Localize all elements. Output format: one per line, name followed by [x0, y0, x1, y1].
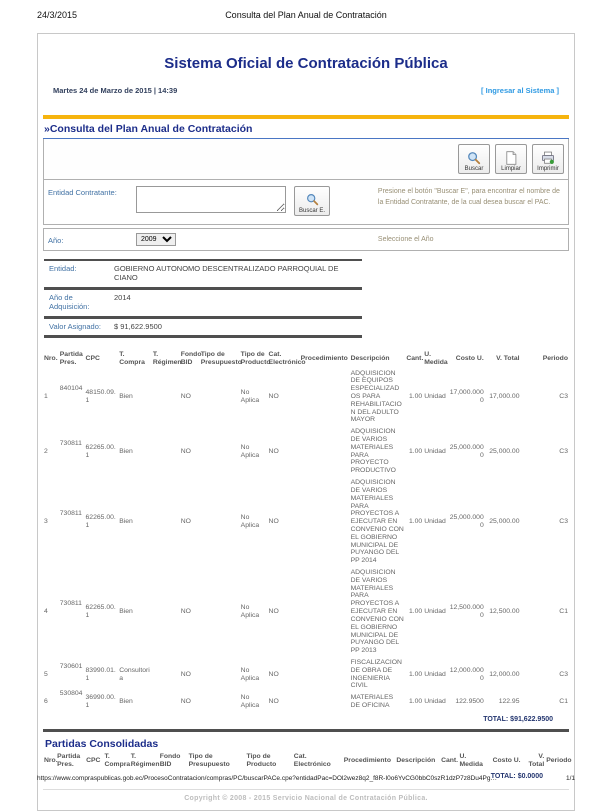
table-row — [43, 477, 569, 567]
column-header: Descripción — [396, 756, 436, 764]
column-header: Tipo de Presupuesto — [200, 350, 242, 366]
print-footer-page: 1/1 — [565, 775, 575, 782]
table-cell: NO — [268, 518, 279, 526]
table-cell: NO — [180, 392, 191, 400]
table-cell: 730811 — [59, 600, 82, 608]
print-title: Consulta del Plan Anual de Contratación — [225, 10, 387, 20]
column-header: Periodo — [542, 354, 568, 362]
table-cell: No Aplica — [240, 514, 260, 530]
consolidated-total-value: $0.0000 — [517, 773, 543, 781]
table-cell: No Aplica — [240, 694, 260, 709]
pac-table — [43, 350, 569, 712]
table-cell: C3 — [559, 518, 568, 526]
table-cell: 1.00 — [408, 698, 423, 706]
table-cell: No Aplica — [240, 389, 260, 404]
entity-search-input[interactable] — [136, 186, 286, 213]
table-row — [43, 567, 569, 657]
table-cell: Bien — [119, 698, 133, 706]
column-header: Descripción — [350, 354, 390, 362]
table-cell — [300, 426, 350, 477]
table-cell: C1 — [559, 698, 568, 706]
year-section — [43, 228, 569, 251]
imprimir-button-label: Imprimir — [537, 166, 559, 172]
table-row — [43, 692, 569, 712]
table-cell: C3 — [559, 670, 568, 678]
table-cell: 1.00 — [408, 447, 423, 455]
column-header: Procedimiento — [300, 354, 348, 362]
table-cell — [300, 368, 350, 427]
table-cell — [300, 692, 350, 712]
table-cell — [300, 567, 350, 657]
table-cell — [152, 368, 180, 427]
table-cell: 25,000.0000 — [449, 514, 484, 530]
table-row — [43, 368, 569, 427]
login-link[interactable]: [ Ingresar al Sistema ] — [481, 86, 559, 95]
table-cell: 62265.00.1 — [85, 604, 116, 619]
column-header: Costo U. — [455, 354, 484, 362]
table-cell: ADQUISICION DE VARIOS MATERIALES PARA PROYECTOS A EJECUTAR EN CONVENIO CON EL GOBIERNO MUNICIPAL DE PUYANGO DEL PP 2014 — [350, 479, 404, 565]
table-cell: Unidad — [424, 447, 446, 455]
table-cell: NO — [268, 698, 279, 706]
table-cell: 840104 — [59, 384, 83, 392]
table-cell: 530804 — [59, 690, 83, 698]
table-cell: 122.95 — [498, 698, 520, 706]
column-header: Nro. — [44, 354, 58, 362]
column-header: T. Régimen — [152, 350, 182, 366]
table-cell: 1.00 — [408, 518, 423, 526]
consolidated-title: Partidas Consolidadas — [45, 737, 159, 750]
table-cell — [300, 657, 350, 692]
table-cell — [152, 567, 180, 657]
column-header: Partida Pres. — [57, 752, 81, 768]
table-cell: NO — [268, 447, 279, 455]
table-cell: 730601 — [59, 662, 83, 670]
entity-info-label: Entidad: — [49, 264, 77, 273]
table-row — [43, 657, 569, 692]
entity-info-value: GOBIERNO AUTONOMO DESCENTRALIZADO PARROQUIAL DE CIANO — [114, 264, 339, 283]
buscar-button[interactable] — [458, 144, 490, 174]
table-cell: NO — [180, 447, 191, 455]
year-label: Año: — [48, 236, 64, 245]
table-cell: NO — [180, 518, 191, 526]
column-header: Cat. Electrónico — [293, 752, 331, 768]
table-cell: NO — [180, 698, 191, 706]
pac-total-value: $91,622.9500 — [510, 715, 553, 723]
column-header: U. Medida — [459, 752, 483, 768]
table-cell: 12,000.0000 — [449, 666, 484, 682]
table-cell: NO — [268, 608, 279, 616]
table-cell: NO — [180, 608, 191, 616]
table-cell: No Aplica — [240, 443, 260, 459]
current-datetime: Martes 24 de Marzo de 2015 | 14:39 — [53, 86, 178, 95]
table-cell: 6 — [44, 698, 48, 706]
entity-info-value: $ 91,622.9500 — [114, 321, 162, 331]
column-header: V. Total — [496, 354, 520, 362]
column-header: Tipo de Producto — [246, 752, 277, 768]
column-header: Procedimiento — [343, 756, 391, 764]
table-cell: 1.00 — [408, 670, 423, 678]
table-cell: 5 — [44, 670, 48, 678]
limpiar-button[interactable] — [495, 144, 527, 174]
table-cell: 4 — [44, 608, 48, 616]
table-cell: NO — [268, 392, 279, 400]
table-cell: NO — [180, 670, 191, 678]
table-cell: 1.00 — [408, 608, 423, 616]
table-cell: Bien — [119, 518, 133, 526]
table-cell — [200, 368, 240, 427]
table-cell: 62265.00.1 — [85, 514, 116, 530]
column-header: Tipo de Presupuesto — [188, 752, 230, 768]
printer-icon — [541, 151, 555, 166]
table-cell: ADQUISICION DE EQUIPOS ESPECIALIZADOS PARA REHABILITACION DEL ADULTO MAYOR — [350, 369, 402, 424]
table-cell: 36990.00.1 — [85, 694, 116, 709]
consolidated-table-header-row — [43, 752, 569, 770]
table-cell: 83990.01.1 — [85, 666, 116, 682]
column-header: Costo U. — [492, 756, 521, 764]
section-separator — [43, 729, 569, 732]
year-select[interactable] — [136, 233, 176, 246]
consolidated-total-label: TOTAL: — [490, 773, 516, 781]
entity-search-section — [43, 180, 569, 225]
table-cell: 62265.00.1 — [85, 443, 116, 459]
column-header: T. Compra — [119, 350, 145, 366]
pac-total — [43, 712, 569, 727]
entity-info-label: Valor Asignado: — [49, 321, 101, 331]
app-title: Sistema Oficial de Contratación Pública — [164, 55, 448, 72]
limpiar-button-label: Limpiar — [501, 166, 521, 172]
table-cell: ADQUISICION DE VARIOS MATERIALES PARA PROYECTO PRODUCTIVO — [350, 428, 396, 475]
table-cell: 3 — [44, 518, 48, 526]
entity-info-label: Año de Adquisición: — [49, 292, 90, 312]
table-cell: Unidad — [424, 392, 446, 400]
table-cell: Unidad — [424, 698, 446, 706]
table-cell: Unidad — [424, 518, 446, 526]
page-container — [37, 33, 575, 811]
table-cell — [300, 477, 350, 567]
table-cell: 1 — [44, 392, 48, 400]
search-icon — [306, 193, 319, 208]
toolbar — [43, 139, 569, 180]
table-cell: 48150.09.1 — [85, 389, 116, 404]
column-header: Cat. Electrónico — [268, 350, 306, 366]
table-cell — [200, 477, 240, 567]
buscar-button-label: Buscar — [464, 166, 484, 172]
entity-info-value: 2014 — [114, 292, 131, 302]
column-header: T. Régimen — [130, 752, 160, 768]
column-header: U. Medida — [424, 350, 448, 366]
pac-table-header-row — [43, 350, 569, 368]
table-cell — [200, 426, 240, 477]
table-cell: 2 — [44, 447, 48, 455]
column-header: CPC — [85, 354, 100, 362]
table-cell: Consultoria — [119, 666, 150, 682]
table-cell: FISCALIZACION DE OBRA DE INGENIERIA CIVIL — [350, 658, 402, 690]
table-cell — [152, 657, 180, 692]
table-cell: C1 — [559, 608, 568, 616]
table-cell: C3 — [559, 447, 568, 455]
table-cell: Unidad — [424, 670, 446, 678]
table-cell — [200, 567, 240, 657]
column-header: T. Compra — [104, 752, 131, 768]
column-header: Cant. — [406, 354, 424, 362]
buscar-e-button[interactable] — [294, 186, 330, 216]
table-cell: MATERIALES DE OFICINA — [350, 694, 394, 709]
column-header: CPC — [86, 756, 101, 764]
buscar-e-label: Buscar E. — [298, 208, 325, 214]
table-cell: 730811 — [59, 439, 82, 447]
column-header: Fondo BID — [180, 350, 202, 366]
column-header: Nro. — [44, 756, 58, 764]
table-cell: 17,000.0000 — [449, 389, 484, 404]
column-header: Cant. — [441, 756, 459, 764]
column-header: V. Total — [528, 752, 545, 768]
table-cell: 1.00 — [408, 392, 423, 400]
year-help: Seleccione el Año — [377, 236, 434, 243]
entity-search-help: Presione el botón "Buscar E", para encontrar el nombre de la Entidad Contratante, de la cual desea buscar el PAC. — [377, 188, 560, 206]
table-cell: 12,500.0000 — [449, 604, 484, 619]
table-cell: NO — [268, 670, 279, 678]
column-header: Periodo — [546, 756, 572, 764]
print-footer-url: https://www.compraspublicas.gob.ec/ProcesoContratacion/compras/PC/buscarPACe.cpe?entidadPac=DOl2wez8q2_f8R-I0o6YvCG0bbC0szR1dzP7z8Du4Pg… — [37, 775, 497, 782]
table-row — [43, 426, 569, 477]
print-header — [37, 10, 575, 20]
table-cell: No Aplica — [240, 666, 260, 682]
table-cell — [152, 692, 180, 712]
section-title: »Consulta del Plan Anual de Contratación — [43, 119, 569, 139]
search-icon — [467, 151, 481, 166]
table-cell: 25,000.0000 — [449, 443, 484, 459]
table-cell: No Aplica — [240, 604, 260, 619]
table-cell: 17,000.00 — [489, 392, 520, 400]
print-date: 24/3/2015 — [37, 10, 78, 20]
table-cell: 730811 — [59, 510, 82, 518]
table-cell: Bien — [119, 447, 133, 455]
print-footer — [37, 775, 575, 782]
entity-info-row — [44, 261, 362, 290]
table-cell: 12,000.00 — [489, 670, 520, 678]
entity-info-table — [44, 259, 362, 338]
table-cell: 122.9500 — [455, 698, 484, 706]
entity-info-row — [44, 290, 362, 319]
table-cell: Bien — [119, 608, 133, 616]
imprimir-button[interactable] — [532, 144, 564, 174]
table-cell: 12,500.00 — [489, 608, 520, 616]
column-header: Tipo de Producto — [240, 350, 271, 366]
table-cell — [200, 692, 240, 712]
table-cell: 25,000.00 — [489, 518, 520, 526]
table-cell: ADQUISICION DE VARIOS MATERIALES PARA PROYECTOS A EJECUTAR EN CONVENIO CON EL GOBIERNO MUNICIPAL DE PUYANGO DEL PP 2013 — [350, 569, 404, 655]
entity-info-row — [44, 319, 362, 338]
table-cell — [152, 477, 180, 567]
entity-label: Entidad Contratante: — [48, 188, 117, 197]
table-cell: Unidad — [424, 608, 446, 616]
column-header: Fondo BID — [159, 752, 181, 768]
copyright-text: Copyright © 2008 - 2015 Servicio Nacional de Contratación Pública. — [43, 789, 569, 805]
table-cell: C3 — [559, 392, 568, 400]
blank-page-icon — [504, 151, 518, 166]
table-cell — [152, 426, 180, 477]
meta-row — [43, 86, 569, 95]
table-cell: Bien — [119, 392, 133, 400]
consolidated-table — [43, 752, 572, 770]
pac-total-label: TOTAL: — [483, 715, 509, 723]
table-cell: 25,000.00 — [489, 447, 520, 455]
table-cell — [200, 657, 240, 692]
column-header: Partida Pres. — [59, 350, 83, 366]
